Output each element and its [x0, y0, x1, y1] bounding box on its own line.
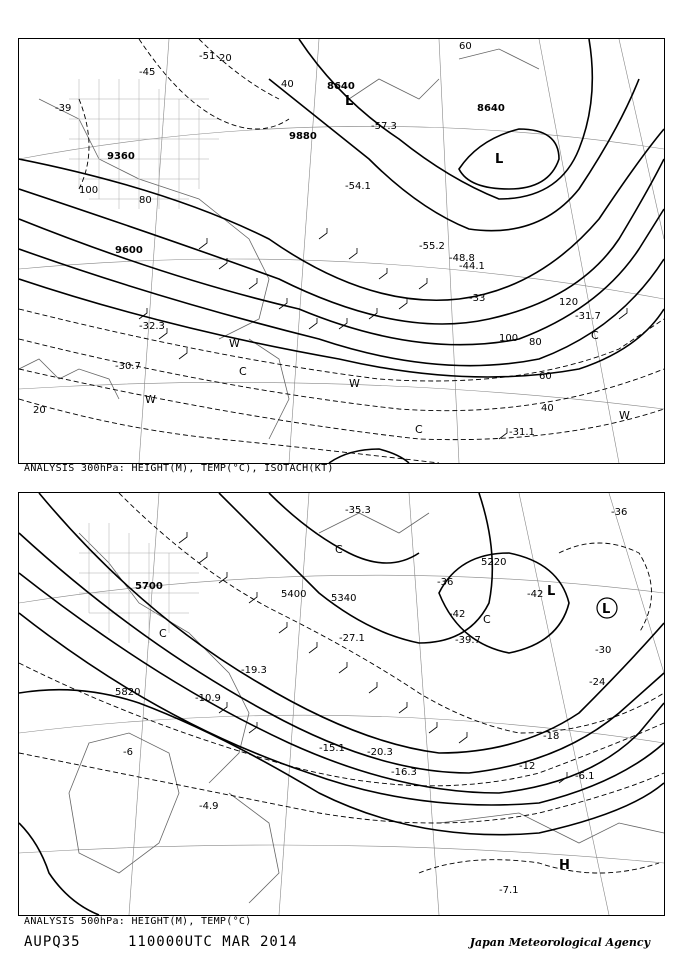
agency-name: Japan Meteorological Agency	[469, 936, 650, 949]
temp-label: -16.3	[391, 767, 417, 778]
warm-symbol: W	[229, 337, 240, 350]
chart-code: AUPQ35	[24, 934, 81, 950]
low-symbol: L	[495, 152, 504, 167]
height-label: 5340	[331, 593, 357, 604]
isotach-label: 20	[219, 53, 232, 64]
isotach-label: 60	[459, 41, 472, 52]
isotach-label: 100	[499, 333, 519, 344]
height-label: 5820	[115, 687, 141, 698]
height-label: 9600	[115, 245, 143, 256]
isotach-label: 120	[559, 297, 579, 308]
low-symbol: L	[602, 602, 611, 617]
height-label: 8640	[477, 103, 505, 114]
temp-label: -51	[199, 51, 216, 62]
isotach-label: 40	[281, 79, 294, 90]
isotherm-label: -30	[595, 645, 612, 656]
isotherm-label: -42	[527, 589, 544, 600]
temp-label: -6.1	[575, 771, 595, 782]
isotach-label: 100	[79, 185, 99, 196]
height-label: 5220	[481, 557, 507, 568]
height-label: 8640	[327, 81, 355, 92]
isotach-label: 80	[529, 337, 542, 348]
height-label: 9880	[289, 131, 317, 142]
temp-label: -57.3	[371, 121, 397, 132]
temp-label: -33	[469, 293, 486, 304]
temp-label: -27.1	[339, 633, 365, 644]
low-symbol: L	[345, 94, 354, 109]
warm-symbol: W	[349, 377, 360, 390]
isotherm-label: -12	[519, 761, 536, 772]
temp-label: -15.1	[319, 743, 345, 754]
warm-symbol: W	[619, 409, 630, 422]
temp-label: -31.7	[575, 311, 601, 322]
cold-symbol: C	[591, 329, 599, 342]
isotherm-label: -18	[543, 731, 560, 742]
temp-label: -44.1	[459, 261, 485, 272]
isotherm-label: -24	[589, 677, 606, 688]
caption-500hpa: ANALYSIS 500hPa: HEIGHT(M), TEMP(°C)	[24, 916, 252, 927]
isotach-label: 20	[33, 405, 46, 416]
temp-label: -7.1	[499, 885, 519, 896]
temp-label: -35.3	[345, 505, 371, 516]
map-panel-300hpa	[18, 38, 665, 464]
temp-label: -31.1	[509, 427, 535, 438]
temp-label: -4.9	[199, 801, 219, 812]
warm-symbol: W	[145, 393, 156, 406]
isotherm-label: -6	[123, 747, 133, 758]
low-symbol: L	[547, 584, 556, 599]
temp-label: -55.2	[419, 241, 445, 252]
temp-label: -20.3	[367, 747, 393, 758]
temp-label: -45	[139, 67, 156, 78]
cold-symbol: C	[159, 627, 167, 640]
isotherm-label: -42	[449, 609, 466, 620]
height-label: 5400	[281, 589, 307, 600]
temp-label: -19.3	[241, 665, 267, 676]
temp-label: -39	[55, 103, 72, 114]
temp-label: -32.3	[139, 321, 165, 332]
graticule-500	[19, 493, 664, 915]
cold-symbol: C	[239, 365, 247, 378]
cold-symbol: C	[483, 613, 491, 626]
cold-symbol: C	[415, 423, 423, 436]
high-symbol: H	[559, 858, 570, 873]
valid-time: 110000UTC MAR 2014	[128, 934, 298, 950]
isotach-label: 60	[539, 371, 552, 382]
temp-label: -10.9	[195, 693, 221, 704]
isotach-label: 80	[139, 195, 152, 206]
isotach-label: 40	[541, 403, 554, 414]
cold-symbol: C	[335, 543, 343, 556]
height-label: 9360	[107, 151, 135, 162]
temp-label: -39.7	[455, 635, 481, 646]
isotherm-label: -36	[611, 507, 628, 518]
temp-label: -30.7	[115, 361, 141, 372]
temp-label: -54.1	[345, 181, 371, 192]
caption-300hpa: ANALYSIS 300hPa: HEIGHT(M), TEMP(°C), ISOTACH(KT)	[24, 463, 334, 474]
map-300hpa	[19, 39, 664, 463]
isotherm-label: -36	[437, 577, 454, 588]
temp-label: -48.8	[449, 253, 475, 264]
map-500hpa	[19, 493, 664, 915]
height-contours-500	[19, 493, 664, 915]
height-label: 5700	[135, 581, 163, 592]
map-panel-500hpa	[18, 492, 665, 916]
coastlines-500	[69, 513, 664, 903]
